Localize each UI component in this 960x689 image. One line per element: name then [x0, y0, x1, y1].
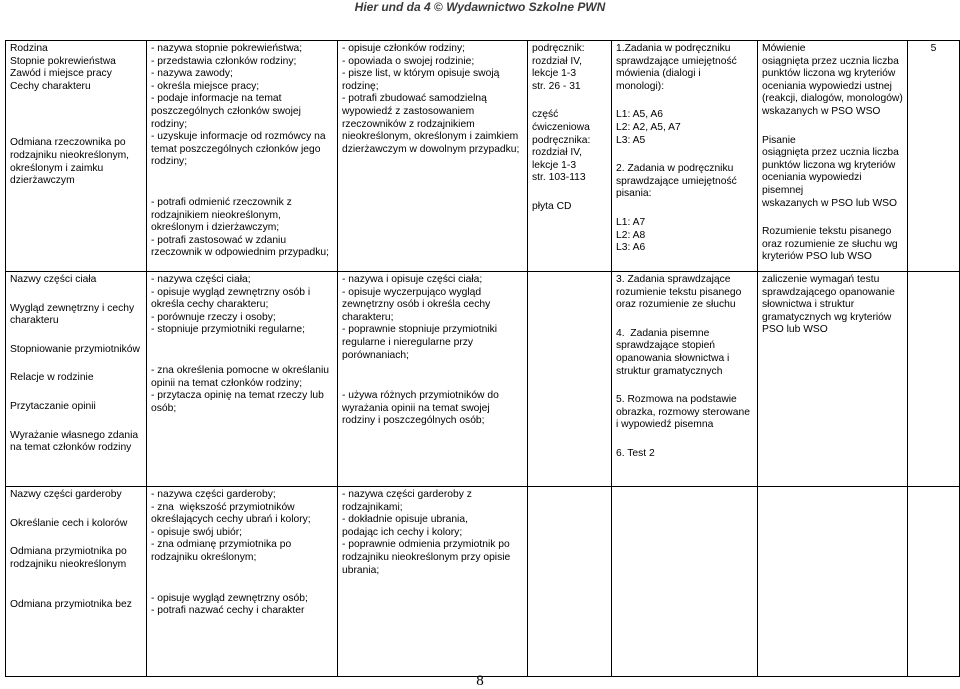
text-line: - opisuje swój ubiór;: [151, 526, 242, 538]
group-spacer: [616, 93, 753, 109]
text-line: dzierżawczym: [10, 175, 75, 187]
group-spacer: [10, 356, 142, 372]
text-line: L3: A6: [616, 242, 646, 254]
text-line: (reakcji, dialogów, monologów): [762, 93, 903, 105]
hours-cell: [908, 41, 960, 272]
text-line: Odmiana przymiotnika po: [10, 546, 127, 558]
text-line: - nazywa części garderoby;: [151, 489, 276, 500]
assessment-tasks-cell: [612, 487, 758, 677]
materials-cell: [528, 41, 612, 272]
header-title: Hier und da 4: [354, 0, 431, 14]
group-spacer: [762, 210, 903, 226]
table-row: [6, 272, 960, 487]
text-line: punktów liczona wg kryteriów: [762, 159, 896, 171]
text-line: Odmiana rzeczownika po: [10, 137, 126, 149]
group-spacer: [10, 287, 142, 303]
text-line: Mówienie: [762, 43, 806, 54]
text-line: L1: A5, A6: [616, 109, 663, 121]
text-line: oceniania wypowiedzi ustnej: [762, 80, 892, 92]
text-group: [10, 43, 142, 93]
text-group: [342, 93, 523, 156]
text-group: [532, 43, 607, 93]
text-line: 4. Zadania pisemne: [616, 327, 710, 339]
text-line: kryteriów PSO lub WSO: [762, 251, 872, 263]
text-line: część: [532, 109, 559, 121]
topic-cell: [6, 487, 147, 677]
text-line: Rodzina: [10, 43, 48, 54]
text-line: - używa różnych przymiotników do: [342, 390, 499, 402]
text-line: podając ich cechy i kolory;: [342, 526, 463, 538]
text-line: punktów liczona wg kryteriów: [762, 68, 896, 80]
group-spacer: [10, 530, 142, 546]
text-line: wskazanych w PSO WSO: [762, 105, 881, 117]
text-group: [151, 593, 333, 618]
text-group: [151, 274, 333, 337]
text-line: zaliczenie wymagań testu: [762, 274, 880, 285]
page-header: [0, 0, 960, 16]
text-line: poszczególnych członków swojej: [151, 105, 301, 117]
text-line: sprawdzające umiejętność: [616, 175, 737, 187]
table-row: [6, 41, 960, 272]
text-line: - pisze list, w którym opisuje swoją: [342, 68, 500, 80]
text-line: oceniania wypowiedzi pisemnej: [762, 172, 865, 196]
hours-cell: [908, 272, 960, 487]
text-line: str. 26 - 31: [532, 80, 581, 92]
text-line: rodziny;: [151, 156, 188, 168]
text-line: Relacje w rodzinie: [10, 372, 94, 384]
text-line: - opisuje wygląd zewnętrzny osób;: [151, 592, 308, 604]
text-line: rodziny;: [151, 118, 188, 130]
text-line: - zna odmianę przymiotnika po: [151, 539, 292, 551]
text-line: wypowiedź z zastosowaniem: [342, 105, 475, 117]
text-line: ćwiczeniowa: [532, 121, 590, 133]
text-group: [616, 43, 753, 93]
text-line: - opisuje wygląd zewnętrzny osób i: [151, 286, 311, 298]
text-line: opanowania słownictwa i: [616, 352, 730, 364]
text-line: - nazywa stopnie pokrewieństwa;: [151, 43, 303, 54]
text-line: podręcznika:: [532, 134, 591, 146]
text-line: sprawdzające umiejętność: [616, 55, 737, 67]
text-line: określa cechy charakteru;: [151, 299, 269, 311]
text-line: rodzajniku nieokreślonym,: [10, 149, 130, 161]
text-line: osiągnięta przez ucznia liczba: [762, 55, 899, 67]
assessment-tasks-cell: [612, 272, 758, 487]
text-line: - nazywa i opisuje części ciała;: [342, 274, 483, 285]
text-line: - potrafi odmienić rzeczownik z: [151, 196, 292, 208]
text-line: - porównuje rzeczy i osoby;: [151, 311, 276, 323]
text-line: - poprawnie odmienia przymiotnik po: [342, 539, 510, 551]
text-line: Wygląd zewnętrzny i cechy: [10, 302, 135, 314]
text-line: gramatycznych wg kryteriów: [762, 311, 892, 323]
text-group: [912, 43, 955, 56]
text-line: - stopniuje przymiotniki regularne;: [151, 324, 305, 336]
text-line: opinii na temat członków rodziny;: [151, 377, 303, 389]
group-spacer: [151, 169, 333, 197]
text-group: [616, 274, 753, 312]
group-spacer: [532, 185, 607, 201]
text-group: [151, 365, 333, 415]
text-group: [616, 448, 753, 461]
text-group: [10, 430, 142, 455]
text-line: określonym i zaimku: [10, 162, 104, 174]
group-spacer: [616, 147, 753, 163]
text-group: [532, 109, 607, 185]
text-line: 5: [930, 43, 937, 54]
text-line: rzeczowników z rodzajnikiem: [342, 118, 475, 130]
text-group: [151, 43, 333, 169]
text-line: rzeczownik w odpowiednim przypadku;: [151, 247, 329, 259]
text-line: rodzajnikiem nieokreślonym,: [151, 209, 281, 221]
text-group: [10, 546, 142, 571]
text-line: L2: A2, A5, A7: [616, 121, 681, 133]
text-line: Rozumienie tekstu pisanego: [762, 226, 892, 238]
text-line: - potrafi zbudować samodzielną: [342, 93, 487, 105]
header-copyright: ©: [434, 0, 443, 14]
text-group: [10, 401, 142, 414]
text-line: rodzinę;: [342, 80, 379, 92]
text-line: Stopnie pokrewieństwa: [10, 55, 116, 67]
text-line: - nazywa części garderoby z: [342, 489, 472, 500]
group-spacer: [616, 201, 753, 217]
text-line: struktur gramatycznych: [616, 365, 723, 377]
text-line: - opisuje wyczerpująco wygląd: [342, 286, 482, 298]
text-line: Nazwy części ciała: [10, 274, 97, 285]
text-line: charakteru: [10, 315, 59, 327]
assessment-criteria-cell: [758, 41, 908, 272]
text-line: płyta CD: [532, 200, 572, 212]
group-spacer: [616, 432, 753, 448]
text-line: sprawdzające stopień: [616, 340, 716, 352]
text-line: - uzyskuje informacje od rozmówcy na: [151, 131, 326, 143]
text-line: rozdział IV,: [532, 147, 582, 159]
text-line: rodzajniku nieokreślonym: [10, 558, 127, 570]
text-line: Pisanie: [762, 134, 796, 146]
text-line: - potrafi zastosować w zdaniu: [151, 234, 287, 246]
assessment-criteria-cell: [758, 487, 908, 677]
group-spacer: [342, 362, 523, 390]
text-line: regularne i nieregularne przy: [342, 336, 474, 348]
text-line: L3: A5: [616, 134, 646, 146]
group-spacer: [10, 385, 142, 401]
text-line: określających cechy ubrań i kolory;: [151, 514, 311, 526]
group-spacer: [151, 565, 333, 593]
text-line: oraz rozumienie ze słuchu: [616, 299, 736, 311]
text-group: [342, 489, 523, 577]
text-line: i wypowiedź pisemna: [616, 419, 714, 431]
basic-requirements-cell: [147, 41, 338, 272]
text-line: - poprawnie stopniuje przymiotniki: [342, 324, 498, 336]
text-line: 3. Zadania sprawdzające: [616, 274, 731, 285]
text-line: Określanie cech i kolorów: [10, 517, 128, 529]
text-line: rodzajniku nieokreślonym przy opisie: [342, 551, 511, 563]
text-group: [616, 109, 753, 147]
text-line: - określa miejsce pracy;: [151, 80, 260, 92]
text-line: osiągnięta przez ucznia liczba: [762, 147, 899, 159]
text-line: wyrażania opinii na temat swojej: [342, 402, 490, 414]
text-group: [10, 274, 142, 287]
group-spacer: [10, 502, 142, 518]
text-line: pisania:: [616, 188, 652, 200]
text-line: Nazwy części garderoby: [10, 489, 122, 500]
group-spacer: [151, 337, 333, 365]
text-line: rodzajnikami;: [342, 501, 403, 513]
text-line: - opisuje członków rodziny;: [342, 43, 466, 54]
basic-requirements-cell: [147, 272, 338, 487]
text-group: [342, 274, 523, 362]
group-spacer: [10, 328, 142, 344]
text-line: 6. Test 2: [616, 447, 655, 459]
text-group: [342, 390, 523, 428]
curriculum-table: [5, 40, 960, 677]
text-line: - nazywa części ciała;: [151, 274, 251, 285]
text-line: Cechy charakteru: [10, 80, 91, 92]
text-line: 5. Rozmowa na podstawie: [616, 394, 737, 406]
text-line: sprawdzającego opanowanie: [762, 286, 895, 298]
text-line: Odmiana przymiotnika bez: [10, 599, 132, 611]
group-spacer: [616, 378, 753, 394]
text-line: ubrania;: [342, 564, 380, 576]
text-group: [10, 303, 142, 328]
text-line: zewnętrzny osób i określa cechy: [342, 299, 491, 311]
extended-requirements-cell: [338, 41, 528, 272]
basic-requirements-cell: [147, 487, 338, 677]
text-group: [10, 489, 142, 502]
text-line: L2: A8: [616, 229, 646, 241]
text-group: [151, 197, 333, 260]
group-spacer: [10, 414, 142, 430]
text-line: podręcznik:: [532, 43, 585, 54]
text-group: [10, 518, 142, 531]
text-line: Stopniowanie przymiotników: [10, 343, 140, 355]
text-group: [616, 217, 753, 255]
text-line: rozdział IV,: [532, 55, 582, 67]
text-line: charakteru;: [342, 311, 394, 323]
text-group: [532, 201, 607, 214]
text-line: obrazka, rozmowy sterowane: [616, 406, 750, 418]
text-group: [762, 226, 903, 264]
text-line: rodzajniku określonym;: [151, 551, 257, 563]
text-line: PSO lub WSO: [762, 324, 828, 336]
materials-cell: [528, 487, 612, 677]
page-number: 8: [476, 673, 484, 689]
topic-cell: [6, 41, 147, 272]
text-line: lekcje 1-3: [532, 159, 577, 171]
text-group: [762, 274, 903, 337]
text-line: 1.Zadania w podręczniku: [616, 43, 731, 54]
text-group: [151, 489, 333, 565]
text-line: Przytaczanie opinii: [10, 400, 96, 412]
text-line: osób;: [151, 402, 177, 414]
text-line: - potrafi nazwać cechy i charakter: [151, 605, 305, 617]
materials-cell: [528, 272, 612, 487]
table-row: [6, 487, 960, 677]
text-line: str. 103-113: [532, 172, 586, 184]
text-group: [616, 328, 753, 378]
text-group: [616, 394, 753, 432]
text-line: - nazywa zawody;: [151, 68, 233, 80]
text-line: - zna określenia pomocne w określaniu: [151, 364, 329, 376]
group-spacer: [616, 312, 753, 328]
text-line: - dokładnie opisuje ubrania,: [342, 514, 468, 526]
text-group: [10, 344, 142, 357]
text-line: na temat członków rodziny: [10, 442, 132, 454]
text-line: dzierżawczym w dowolnym przypadku;: [342, 143, 520, 155]
text-line: L1: A7: [616, 216, 646, 228]
text-line: rozumienie tekstu pisanego: [616, 286, 742, 298]
text-line: określonym i dzierżawczym;: [151, 222, 280, 234]
text-line: - zna większość przymiotników: [151, 501, 295, 513]
assessment-tasks-cell: [612, 41, 758, 272]
text-line: nieokreślonym, określonym i zaimkiem: [342, 131, 519, 143]
text-line: - opowiada o swojej rodzinie;: [342, 55, 475, 67]
text-line: lekcje 1-3: [532, 68, 577, 80]
text-line: oraz rozumienie ze słuchu wg: [762, 238, 898, 250]
text-group: [762, 43, 903, 119]
group-spacer: [762, 119, 903, 135]
text-line: - przytacza opinię na temat rzeczy lub: [151, 390, 324, 402]
group-spacer: [10, 93, 142, 137]
text-line: Wyrażanie własnego zdania: [10, 429, 139, 441]
assessment-criteria-cell: [758, 272, 908, 487]
extended-requirements-cell: [338, 487, 528, 677]
text-line: wskazanych w PSO lub WSO: [762, 197, 898, 209]
text-group: [616, 163, 753, 201]
text-line: temat poszczególnych członków jego: [151, 143, 321, 155]
hours-cell: [908, 487, 960, 677]
group-spacer: [532, 93, 607, 109]
text-line: 2. Zadania w podręczniku: [616, 163, 734, 175]
group-spacer: [10, 571, 142, 599]
text-group: [762, 135, 903, 211]
text-group: [10, 599, 142, 612]
text-line: Zawód i miejsce pracy: [10, 68, 112, 80]
header-publisher: Wydawnictwo Szkolne PWN: [446, 0, 606, 14]
extended-requirements-cell: [338, 272, 528, 487]
text-line: słownictwa i struktur: [762, 299, 855, 311]
text-line: monologi):: [616, 80, 665, 92]
text-line: - przedstawia członków rodziny;: [151, 55, 297, 67]
text-line: porównaniach;: [342, 349, 409, 361]
text-line: mówienia (dialogi i: [616, 68, 701, 80]
text-line: rodziny i poszczególnych osób;: [342, 415, 485, 427]
topic-cell: [6, 272, 147, 487]
text-group: [10, 137, 142, 187]
text-group: [342, 43, 523, 93]
text-group: [10, 372, 142, 385]
text-line: - podaje informacje na temat: [151, 93, 282, 105]
